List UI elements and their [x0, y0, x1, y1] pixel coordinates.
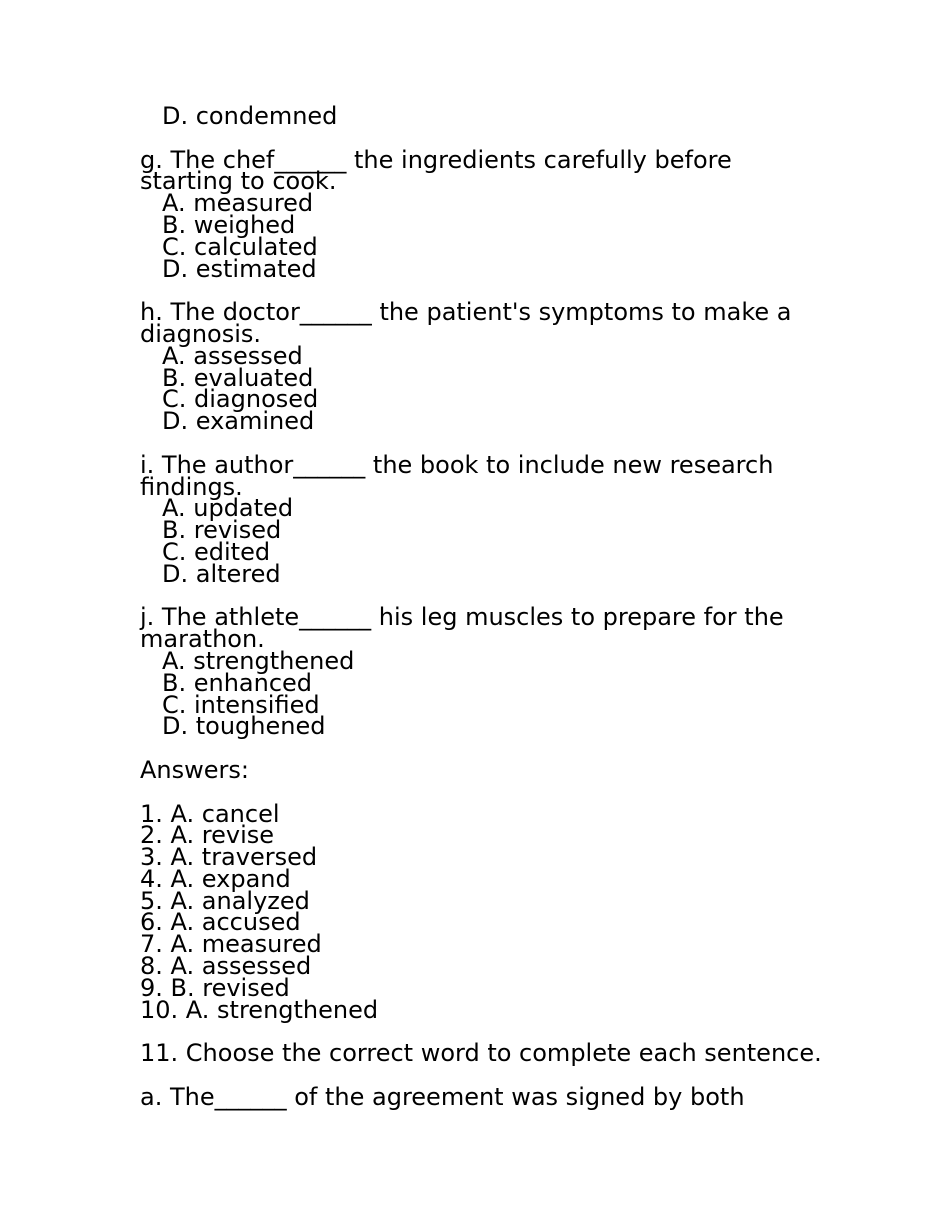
question-stem: findings. [140, 472, 243, 501]
option-text: D. estimated [162, 254, 317, 283]
answer-item: 5. A. analyzed [140, 886, 310, 915]
option-text: B. evaluated [162, 363, 314, 392]
question-stem: i. The author______ the book to include new research [140, 450, 774, 479]
question-stem: diagnosis. [140, 319, 262, 348]
question-stem: starting to cook. [140, 167, 337, 196]
question-block-g [140, 145, 830, 283]
answer-item: 3. A. traversed [140, 843, 318, 872]
question-stem: h. The doctor______ the patient's symptoms to make a [140, 298, 792, 327]
option-text: D. condemned [162, 102, 338, 130]
answer-item: 9. B. revised [140, 973, 290, 1002]
option-text: A. assessed [162, 341, 303, 370]
answers-section [140, 755, 830, 1024]
option-text: B. enhanced [162, 668, 313, 697]
option-text: D. toughened [162, 712, 326, 741]
answer-item: 8. A. assessed [140, 952, 312, 981]
answer-item: 10. A. strengthened [140, 995, 379, 1024]
answer-item: 2. A. revise [140, 821, 275, 850]
option-text: D. altered [162, 559, 281, 588]
question-block-i [140, 450, 830, 588]
question-block-j [140, 603, 830, 741]
section-instruction: 11. Choose the correct word to complete each sentence. [140, 1039, 822, 1068]
option-text: A. strengthened [162, 646, 355, 675]
option-text: A. updated [162, 494, 294, 523]
option-text: D. examined [162, 407, 315, 436]
question-stem: a. The______ of the agreement was signed by both [140, 1082, 745, 1111]
option-text: A. measured [162, 189, 314, 218]
answer-item: 6. A. accused [140, 908, 301, 937]
question-block-h [140, 298, 830, 436]
answers-heading: Answers: [140, 755, 249, 784]
answer-item: 1. A. cancel [140, 799, 280, 828]
option-text: B. revised [162, 516, 282, 545]
document-page [140, 102, 830, 1111]
option-text: C. edited [162, 537, 271, 566]
answer-item: 7. A. measured [140, 930, 322, 959]
question-stem: marathon. [140, 625, 265, 654]
option-text: C. diagnosed [162, 385, 319, 414]
option-text: C. intensified [162, 690, 320, 719]
option-text: C. calculated [162, 232, 318, 261]
option-text: B. weighed [162, 210, 296, 239]
answer-item: 4. A. expand [140, 864, 291, 893]
question-stem: g. The chef______ the ingredients carefully before [140, 145, 732, 174]
question-stem: j. The athlete______ his leg muscles to prepare for the [140, 603, 784, 632]
